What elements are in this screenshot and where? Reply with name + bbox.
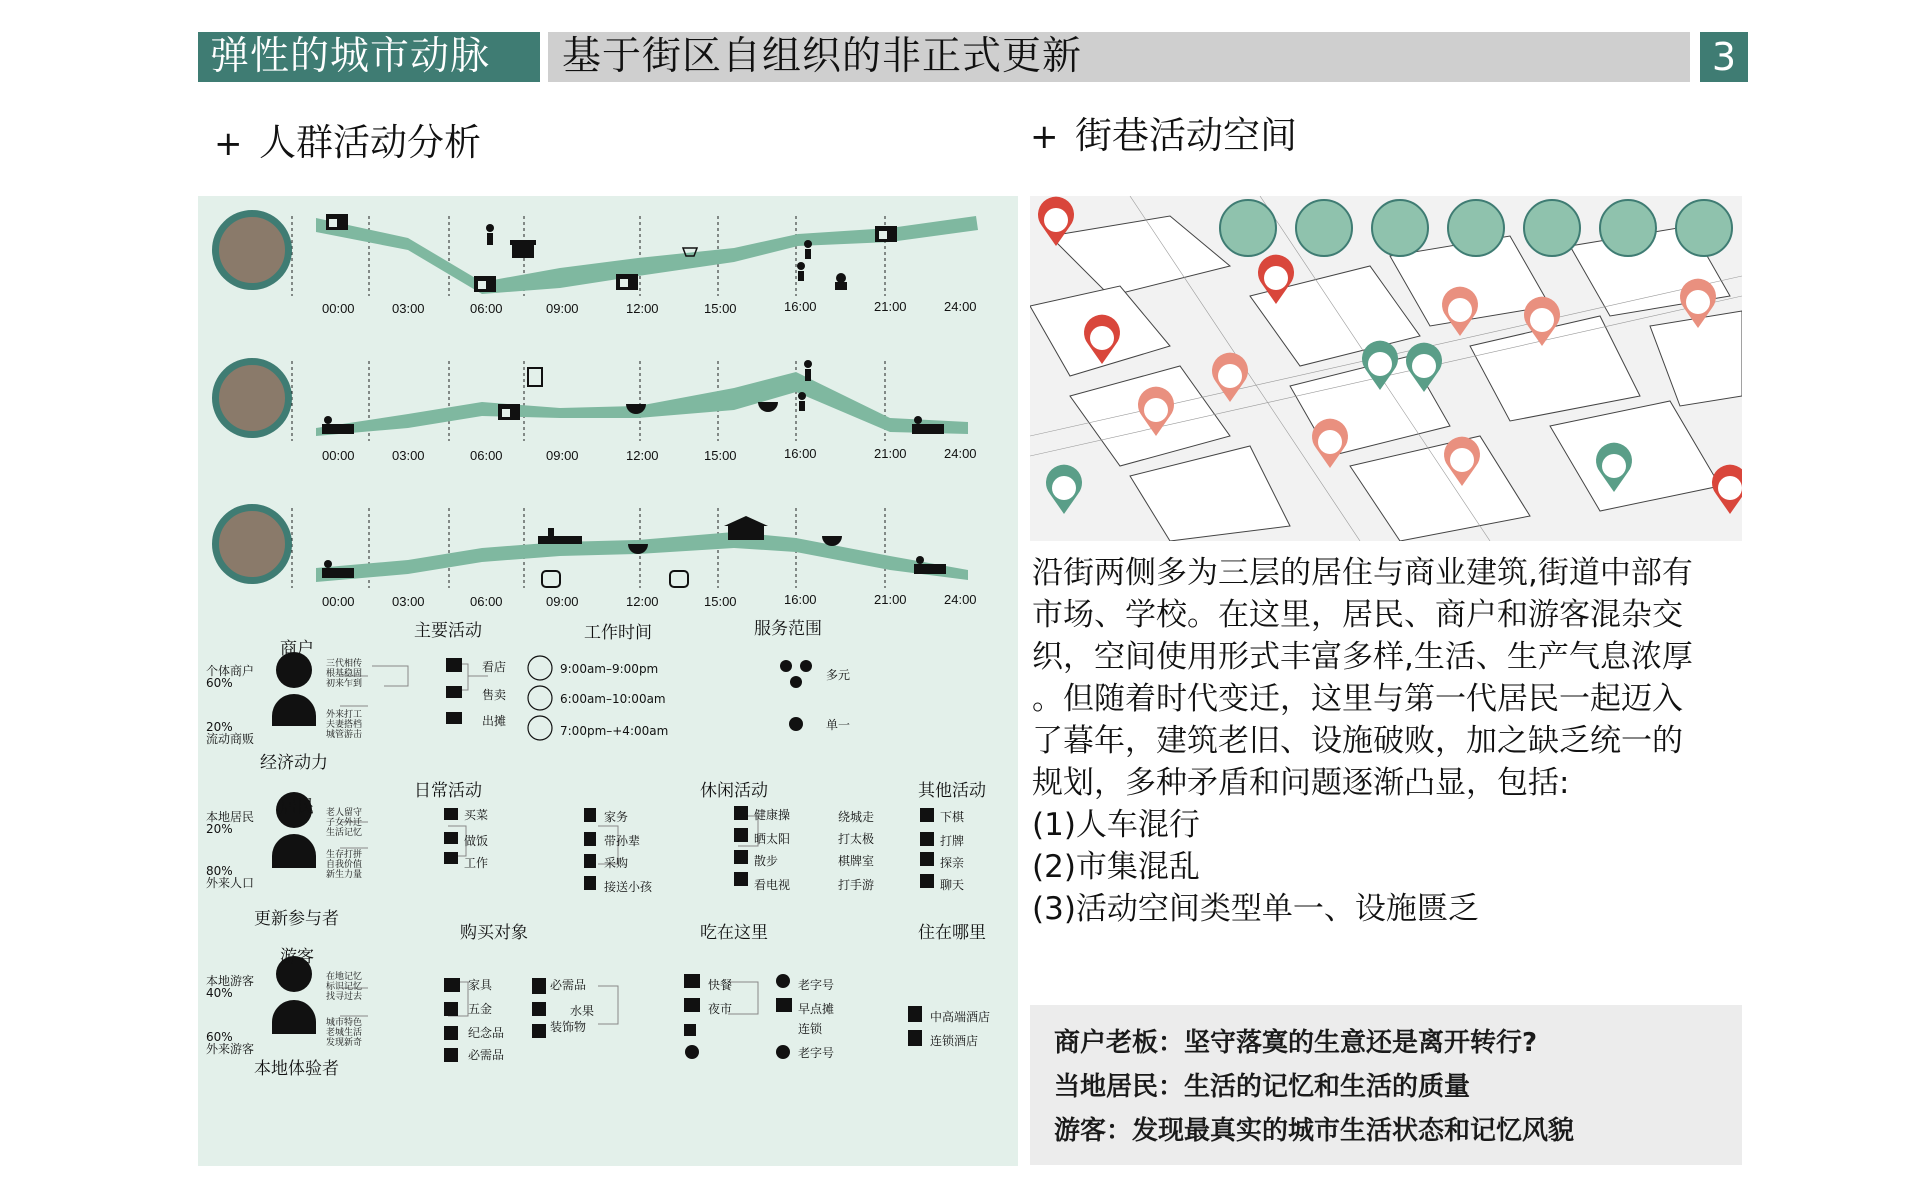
tourist-pct2: 60% bbox=[206, 1030, 233, 1044]
col-head-service-scope: 服务范围 bbox=[754, 619, 822, 639]
daily-label: 买菜 bbox=[464, 808, 489, 822]
description-line: 织，空间使用形式丰富多样,生活、生产气息浓厚 bbox=[1032, 639, 1693, 675]
tick-label: 24:00 bbox=[944, 592, 977, 607]
col-head-work-time: 工作时间 bbox=[584, 623, 652, 643]
merchant-note: 外来打工 夫妻搭档 城管游击 bbox=[326, 710, 363, 740]
tick-label: 03:00 bbox=[392, 301, 425, 316]
bed-icon bbox=[322, 560, 354, 578]
bus-icon bbox=[670, 571, 688, 587]
clock-icons bbox=[528, 656, 552, 740]
stall-icon bbox=[510, 240, 536, 258]
quote-tourist: 游客：发现最真实的城市生活状态和记忆风貌 bbox=[1054, 1116, 1575, 1146]
street-map bbox=[1030, 196, 1742, 541]
tick-label: 00:00 bbox=[322, 301, 355, 316]
coffee-pin-icon bbox=[1312, 419, 1348, 468]
daily-label: 带孙辈 bbox=[604, 834, 641, 848]
col-head-buy: 购买对象 bbox=[460, 923, 528, 943]
merchant-pct2: 20% bbox=[206, 720, 233, 734]
description-line: 沿街两侧多为三层的居住与商业建筑,街道中部有 bbox=[1032, 555, 1693, 591]
tick-label: 21:00 bbox=[874, 592, 907, 607]
tourist-role: 本地体验者 bbox=[254, 1059, 339, 1079]
col-head-eat: 吃在这里 bbox=[700, 923, 768, 943]
tick-label: 03:00 bbox=[392, 594, 425, 609]
merchant-pct2-label: 流动商贩 bbox=[206, 732, 255, 746]
tick-label: 21:00 bbox=[874, 299, 907, 314]
merchant-note: 三代相传 根基稳固 初来乍到 bbox=[326, 659, 363, 689]
daily-label: 接送小孩 bbox=[604, 880, 653, 894]
tick-label: 12:00 bbox=[626, 301, 659, 316]
leisure-label: 棋牌室 bbox=[838, 854, 875, 868]
eat-label: 老字号 bbox=[798, 1046, 835, 1060]
quote-merchant: 商户老板：坚守落寞的生意还是离开转行? bbox=[1054, 1028, 1538, 1058]
train-icon bbox=[538, 528, 582, 544]
hours-label: 6:00am–10:00am bbox=[560, 692, 666, 706]
col-head-other: 其他活动 bbox=[918, 781, 986, 801]
description-line: (2)市集混乱 bbox=[1032, 849, 1200, 885]
eat-label: 快餐 bbox=[708, 978, 733, 992]
leisure-label: 绕城走 bbox=[838, 810, 875, 824]
street-description bbox=[1032, 552, 1744, 930]
tick-label: 21:00 bbox=[874, 446, 907, 461]
resident-note: 老人留守 子女外迁 生活记忆 bbox=[326, 808, 363, 838]
daily-label: 家务 bbox=[604, 810, 629, 824]
tick-label: 00:00 bbox=[322, 448, 355, 463]
col-head-main-activity: 主要活动 bbox=[414, 621, 482, 641]
tick-label: 24:00 bbox=[944, 446, 977, 461]
timeline-resident bbox=[292, 361, 968, 441]
other-label: 聊天 bbox=[940, 878, 965, 892]
exercise-icon bbox=[798, 392, 806, 411]
walking-elder-icon bbox=[486, 224, 494, 245]
bowl-icon bbox=[758, 402, 778, 412]
resident-pct2: 80% bbox=[206, 864, 233, 878]
plant-icon bbox=[835, 273, 847, 290]
street-axonometric bbox=[1030, 196, 1742, 541]
shop-icon bbox=[474, 276, 496, 292]
shop-icon bbox=[875, 226, 897, 242]
description-line: 了暮年，建筑老旧、设施破败，加之缺乏统一的 bbox=[1032, 723, 1683, 759]
col-head-leisure: 休闲活动 bbox=[700, 781, 768, 801]
birdcage-icon bbox=[528, 368, 542, 386]
bed-icon bbox=[322, 416, 354, 434]
description-line: (3)活动空间类型单一、设施匮乏 bbox=[1032, 891, 1479, 927]
stakeholder-questions bbox=[1030, 1005, 1742, 1165]
resident-role: 更新参与者 bbox=[254, 909, 339, 929]
tick-label: 12:00 bbox=[626, 594, 659, 609]
other-label: 打牌 bbox=[940, 834, 965, 848]
daily-label: 工作 bbox=[464, 856, 489, 870]
shop-icon bbox=[498, 404, 520, 420]
tourist-note: 在地记忆 标识记忆 找寻过去 bbox=[326, 972, 363, 1002]
other-label: 下棋 bbox=[940, 810, 965, 824]
running-icon bbox=[804, 240, 812, 259]
scope-label: 单一 bbox=[826, 718, 851, 732]
description-line: 规划，多种矛盾和问题逐渐凸显，包括: bbox=[1032, 765, 1570, 801]
shop-icon bbox=[616, 274, 638, 290]
tourist-pct1: 40% bbox=[206, 986, 233, 1000]
quote-resident: 当地居民：生活的记忆和生活的质量 bbox=[1054, 1072, 1471, 1102]
section-tag: 弹性的城市动脉 bbox=[198, 32, 540, 82]
eat-label: 早点摊 bbox=[798, 1002, 835, 1016]
description-line: 。但随着时代变迁，这里与第一代居民一起迈入 bbox=[1032, 681, 1683, 717]
eat-label: 连锁 bbox=[798, 1022, 823, 1036]
table-connectors bbox=[340, 664, 758, 1024]
section-title-left: + 人群活动分析 bbox=[214, 121, 481, 164]
eat-label: 夜市 bbox=[708, 1002, 733, 1016]
merchant-pct1-label: 个体商户 bbox=[206, 664, 255, 678]
tick-label: 16:00 bbox=[784, 446, 817, 461]
bus-icon bbox=[542, 571, 560, 587]
crowd-analysis-panel bbox=[198, 196, 1018, 1166]
tick-label: 15:00 bbox=[704, 301, 737, 316]
description-line: (1)人车混行 bbox=[1032, 807, 1200, 843]
tick-label: 24:00 bbox=[944, 299, 977, 314]
bed-icon bbox=[914, 556, 946, 574]
buy-label: 必需品 bbox=[550, 978, 587, 992]
merchant-photo bbox=[212, 210, 292, 290]
resident-pct1: 20% bbox=[206, 822, 233, 836]
tourist-photo bbox=[212, 504, 292, 584]
buy-label: 五金 bbox=[468, 1002, 493, 1016]
bed-icon bbox=[912, 416, 944, 434]
hours-label: 9:00am–9:00pm bbox=[560, 662, 659, 676]
resident-title: 居民 bbox=[280, 797, 314, 817]
resident-pct1-label: 本地居民 bbox=[206, 810, 255, 824]
tick-label: 06:00 bbox=[470, 448, 503, 463]
buy-label: 装饰物 bbox=[550, 1020, 587, 1034]
buy-label: 必需品 bbox=[468, 1048, 505, 1062]
page-number: 3 bbox=[1700, 32, 1748, 82]
resident-note: 生存打拼 自我价值 新生力量 bbox=[326, 850, 363, 880]
tick-label: 09:00 bbox=[546, 301, 579, 316]
tourist-note: 城市特色 老城生活 发现新奇 bbox=[326, 1018, 363, 1048]
eat-label: 老字号 bbox=[798, 978, 835, 992]
tick-label: 03:00 bbox=[392, 448, 425, 463]
dancing-icon bbox=[797, 262, 805, 281]
other-label: 探亲 bbox=[940, 856, 965, 870]
activity-label: 看店 bbox=[482, 660, 507, 674]
gate-tower-icon bbox=[724, 516, 768, 540]
stay-label: 中高端酒店 bbox=[930, 1010, 991, 1024]
tourist-pct1-label: 本地游客 bbox=[206, 974, 255, 988]
tick-label: 16:00 bbox=[784, 299, 817, 314]
buy-label: 家具 bbox=[468, 978, 493, 992]
leisure-label: 健康操 bbox=[754, 808, 791, 822]
section-title-right: + 街巷活动空间 bbox=[1030, 114, 1297, 157]
merchant-role: 经济动力 bbox=[260, 753, 328, 773]
tick-label: 15:00 bbox=[704, 594, 737, 609]
page-title: 基于街区自组织的非正式更新 bbox=[548, 32, 1690, 82]
basket-pin-icon bbox=[1712, 465, 1742, 514]
hours-label: 7:00pm–+4:00am bbox=[560, 724, 669, 738]
resident-photo bbox=[212, 358, 292, 438]
leisure-label: 看电视 bbox=[754, 878, 791, 892]
col-head-daily: 日常活动 bbox=[414, 781, 482, 801]
buy-label: 水果 bbox=[570, 1004, 595, 1018]
activity-timelines bbox=[198, 196, 1018, 1166]
daily-label: 做饭 bbox=[464, 834, 489, 848]
tick-label: 12:00 bbox=[626, 448, 659, 463]
resident-pct2-label: 外来人口 bbox=[206, 876, 255, 890]
tick-label: 16:00 bbox=[784, 592, 817, 607]
daily-label: 采购 bbox=[604, 856, 629, 870]
leisure-label: 散步 bbox=[754, 854, 779, 868]
stay-label: 连锁酒店 bbox=[930, 1034, 979, 1048]
leisure-label: 晒太阳 bbox=[754, 832, 791, 846]
dessert-pin-icon bbox=[1442, 287, 1478, 336]
person-icons bbox=[272, 652, 316, 1034]
truck-pin-icon bbox=[1046, 465, 1082, 514]
tick-label: 06:00 bbox=[470, 594, 503, 609]
tick-label: 06:00 bbox=[470, 301, 503, 316]
shop-icon bbox=[326, 214, 348, 230]
tick-label: 09:00 bbox=[546, 448, 579, 463]
tourist-pct2-label: 外来游客 bbox=[206, 1042, 255, 1056]
merchant-title: 商户 bbox=[280, 639, 314, 659]
food-pin-icon bbox=[1212, 353, 1248, 402]
buy-label: 纪念品 bbox=[468, 1026, 505, 1040]
scope-label: 多元 bbox=[826, 668, 851, 682]
leisure-label: 打手游 bbox=[838, 878, 875, 892]
activity-label: 出摊 bbox=[482, 714, 507, 728]
leisure-label: 打太极 bbox=[838, 832, 875, 846]
tick-label: 15:00 bbox=[704, 448, 737, 463]
walking-elder-icon bbox=[804, 360, 812, 381]
tourist-title: 游客 bbox=[280, 947, 314, 967]
tick-label: 00:00 bbox=[322, 594, 355, 609]
description-line: 市场、学校。在这里，居民、商户和游客混杂交 bbox=[1032, 597, 1683, 633]
merchant-pct1: 60% bbox=[206, 676, 233, 690]
col-head-stay: 住在哪里 bbox=[918, 923, 986, 943]
activity-label: 售卖 bbox=[482, 688, 507, 702]
tick-label: 09:00 bbox=[546, 594, 579, 609]
